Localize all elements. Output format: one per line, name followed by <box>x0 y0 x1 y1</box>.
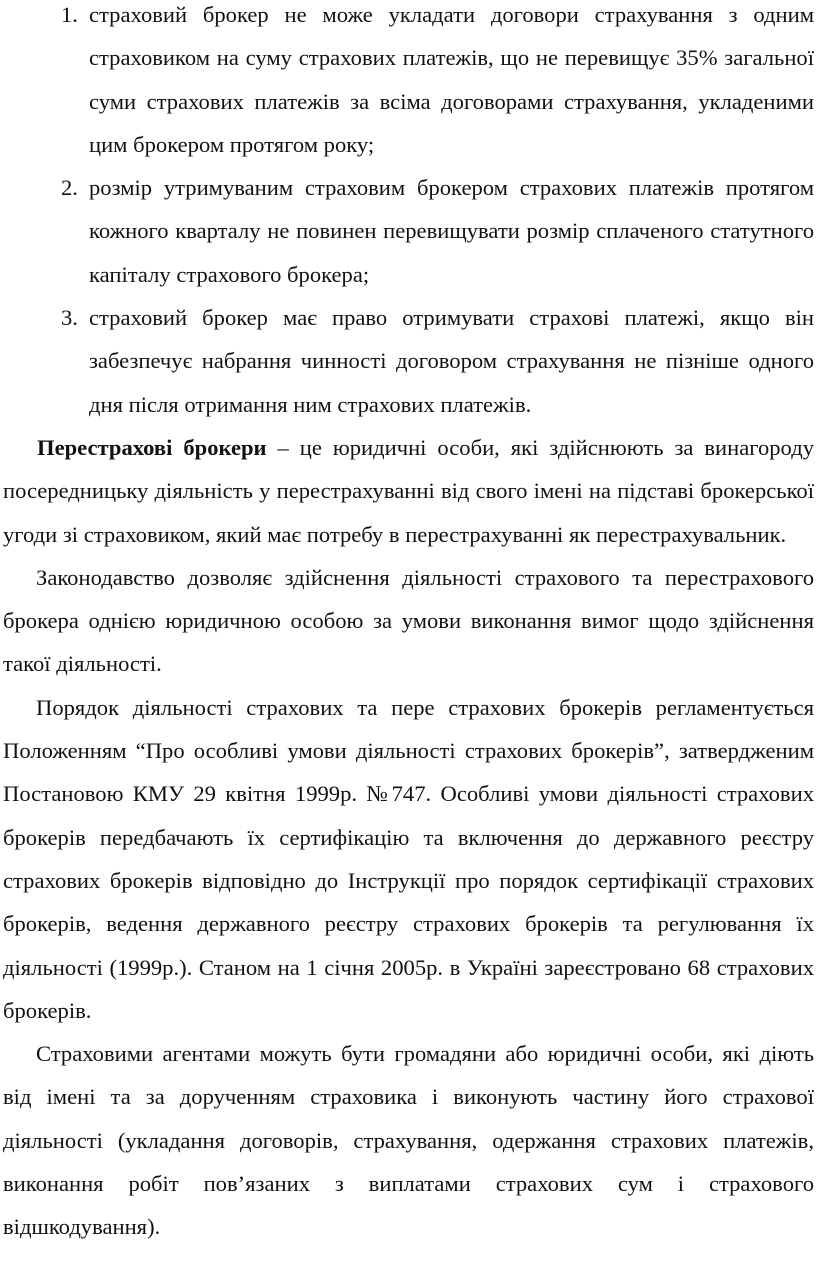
broker-conditions-list <box>3 0 814 426</box>
list-item-number: 1. <box>61 2 78 27</box>
list-item <box>3 296 814 426</box>
list-item <box>3 166 814 296</box>
list-item-number: 3. <box>61 305 78 331</box>
list-item-text: страховий брокер має право отримувати страхові платежі, якщо він забезпечує набрання чинності договором страхування не пізніше одного дня після отримання ним страхових платежів. <box>89 305 814 417</box>
list-item <box>3 0 814 166</box>
insurance-agents-paragraph: Страховими агентами можуть бути громадяни або юридичні особи, які діють від імені та за дорученням страховика і виконують частину його страхової діяльності (укладання договорів, страхування, одержання страхових платежів, виконання робіт пов’язаних з виплатами страхових сум і страхового відшкодування). <box>3 1041 814 1240</box>
list-item-text: розмір утримуваним страховим брокером страхових платежів протягом кожного кварталу не повинен перевищувати розмір сплаченого статутного капіталу страхового брокера; <box>89 175 814 287</box>
list-item-text: страховий брокер не може укладати договори страхування з одним страховиком на суму страхових платежів, що не перевищує 35% загальної суми страхових платежів за всіма договорами страхування, укладеними цим брокером протягом року; <box>89 2 814 157</box>
list-item-number: 2. <box>61 175 78 201</box>
reinsurance-brokers-term: Перестрахові брокери <box>37 434 267 460</box>
procedure-paragraph: Порядок діяльності страхових та пере страхових брокерів регламентується Положенням “Про особливі умови діяльності страхових брокерів”, затвердженим Постановою КМУ 29 квітня 1999р. №747. Особливі умови діяльності страхових брокерів передбачають їх сертифікацію та включення до державного реєстру страхових брокерів відповідно до Інструкції про порядок сертифікації страхових брокерів, ведення державного реєстру страхових брокерів та регулювання їх діяльності (1999р.). Станом на 1 січня 2005р. в Україні зареєстровано 68 страхових брокерів. <box>3 694 814 1023</box>
legislation-paragraph: Законодавство дозволяє здійснення діяльності страхового та перестрахового брокера однією юридичною особою за умови виконання вимог щодо здійснення такої діяльності. <box>3 564 814 677</box>
reinsurance-brokers-paragraph <box>3 426 814 556</box>
reinsurance-brokers-definition: – це юридичні особи, які здійснюють за винагороду посередницьку діяльність у перестрахуванні від свого імені на підставі брокерської угоди зі страховиком, який має потребу в перестрахуванні як перестрахувальник. <box>3 434 814 547</box>
